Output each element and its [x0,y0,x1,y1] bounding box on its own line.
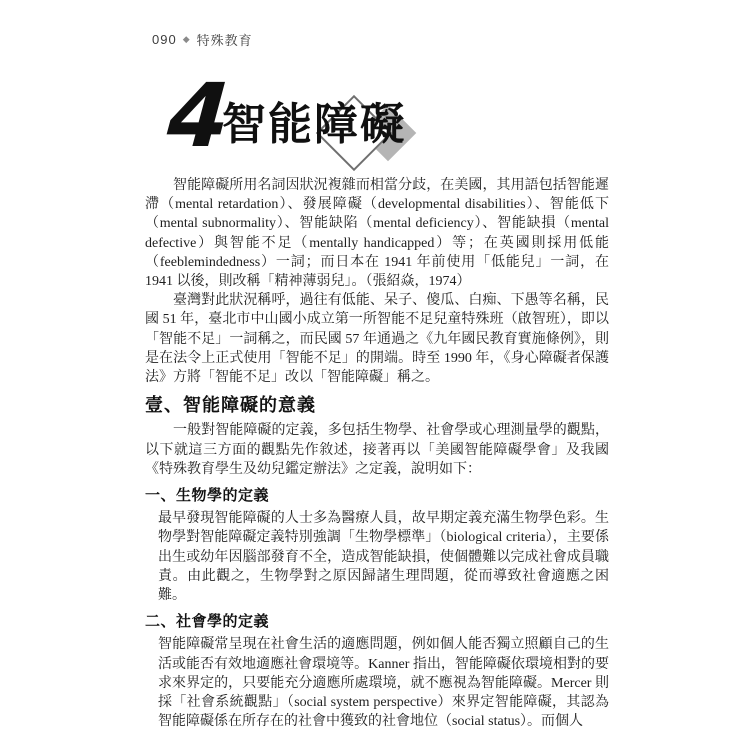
subsection-heading-biology: 一、生物學的定義 [145,487,270,505]
section-heading-meaning: 壹、智能障礙的意義 [145,395,316,416]
chapter-number: 4 [164,64,233,167]
diamond-separator-icon: ◆ [182,34,191,44]
subsection-paragraph-sociology: 智能障礙常呈現在社會生活的適應問題，例如個人能否獨立照顧自己的生活或能否有效地適應社會環境等。Kanner 指出，智能障礙依環境相對的要求來界定的，只要能充分適應所處環境，就不應視為智能障礙。Mercer 則採「社會系統觀點」（social system perspective）來界定智能障礙，其認為智能障礙係在所存在的社會中獲致的社會地位（social status）。而個人 [158,637,609,730]
subsection-paragraph-biology: 最早發現智能障礙的人士多為醫療人員，故早期定義充滿生物學色彩。生物學對智能障礙定義特別強調「生物學標準」（biological criteria），主要係出生或幼年因腦部發育不全，造成智能缺損，使個體難以完成社會成員職責。由此觀之，生物學對之原因歸諸生理問題，從而導致社會適應之困難。 [158,511,609,604]
chapter-heading-block [0,0,750,180]
book-title: 特殊教育 [196,33,253,48]
intro-paragraph-1: 智能障礙所用名詞因狀況複雜而相當分歧，在美國，其用語包括智能遲滯（mental retardation）、發展障礙（developmental disabilities）、智能低下（mental subnormality）、智能缺陷（mental deficiency）、智能缺損（mental defective）與智能不足（mentally handicapped）等；在英國則採用低能（feeblemindedness）一詞；而日本在 1941 年前使用「低能兒」一詞，在 1941 以後，則改稱「精神薄弱兒」。（張紹焱，1974） [145,178,609,290]
section-intro-paragraph: 一般對智能障礙的定義，多包括生物學、社會學或心理測量學的觀點，以下就這三方面的觀點先作敘述，接著再以「美國智能障礙學會」及我國《特殊教育學生及幼兒鑑定辦法》之定義，說明如下： [145,423,609,477]
chapter-title: 智能障礙 [222,100,406,149]
page-number: 090 [152,32,177,47]
page-body [145,176,609,731]
intro-paragraph-2: 臺灣對此狀況稱呼，過往有低能、呆子、傻瓜、白痴、下愚等名稱，民國 51 年，臺北市中山國小成立第一所智能不足兒童特殊班（啟智班），即以「智能不足」一詞稱之，而民國 57 年通過之《九年國民教育實施條例》，則是在法令上正式使用「智能不足」的開端。時至 1990 年，《身心障礙者保護法》方將「智能不足」改以「智能障礙」稱之。 [145,293,609,386]
subsection-heading-sociology: 二、社會學的定義 [145,613,270,631]
